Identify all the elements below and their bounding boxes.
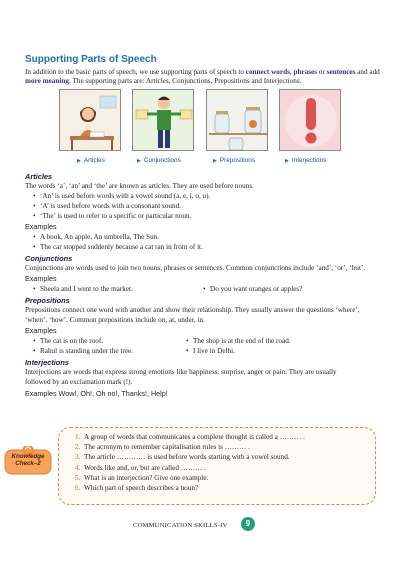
card-caption: ▶ Prepositions (213, 157, 256, 164)
illustration-row (57, 89, 357, 168)
intro-text: , (289, 68, 294, 76)
intro-highlight: sentences (326, 68, 356, 76)
heading-interjections: Interjections (25, 358, 69, 367)
intro-text: or (317, 68, 327, 76)
interjections-text-line1: Interjections are words that express strong emotions like happiness, surprise, anger or pain. They are usually (25, 368, 337, 376)
list-item: • Rahul is standing under the tree. (40, 347, 133, 356)
intro-text: and add (355, 68, 380, 76)
woman-writing-icon (60, 90, 121, 151)
intro-text: . The supporting parts are: Articles, Conjunctions, Prepositions and Interjections. (69, 77, 302, 86)
footer-book-title: COMMUNICATION SKILLS-IV (133, 522, 228, 529)
question-item: 5. What is an interjection? Give one example. (75, 473, 209, 482)
card-conjunctions (132, 89, 194, 151)
question-item: 1. A group of words that communicates a complete thought is called a ……… . (75, 433, 305, 441)
list-item: • A book, An apple, An umbrella, The Sun. (40, 233, 159, 242)
list-item: • Do you want oranges or apples? (210, 285, 302, 294)
list-item: • ‘An’ is used before words with a vowel sound (a, e, i, o, u). (40, 192, 210, 201)
intro-text: In addition to the basic parts of speech, we use supporting parts of speech to (25, 68, 246, 76)
list-item: • The cat is on the roof. (40, 337, 103, 346)
card-prepositions (206, 89, 268, 151)
question-item: 4. Words like and, or, but are called ……… . (75, 463, 206, 472)
list-item: • ‘The’ is used to refer to a specific or particular noun. (40, 212, 191, 221)
knowledge-check-label (8, 453, 48, 468)
conjunctions-text: Conjunctions are words used to join two nouns, phrases or sentences. Common conjunctions include ‘and’, ‘or’, ‘but’. (25, 264, 366, 272)
interjections-text-line2: followed by an exclamation mark (!). (25, 378, 133, 386)
list-item: • The shop is at the end of the road. (193, 337, 291, 346)
examples-label: Examples (25, 274, 57, 283)
question-item: 2. The acronym to remember capitalisation rules is ……… . (75, 443, 250, 452)
arrow-icon: ▶ (137, 158, 141, 164)
examples-label: Examples (25, 222, 57, 231)
arrow-icon: ▶ (77, 158, 81, 164)
prepositions-text-line2: ‘when’, ‘how’. Common prepositions include on, at, under, in. (25, 316, 205, 324)
interjections-examples: Examples Wow!, Oh!, Oh no!, Thanks!, Help! (25, 389, 168, 398)
card-caption: ▶ Interjections (285, 157, 327, 164)
question-item: 3. The article ………… is used before words starting with a vowel sound. (75, 453, 290, 462)
badge-line: Knowledge (11, 453, 45, 460)
heading-articles: Articles (25, 172, 53, 181)
list-item: • I live in Delhi. (193, 347, 235, 356)
prepositions-text-line1: Prepositions connect one word with another and show their relationship. They usually answer the questions ‘where’, (25, 306, 360, 314)
list-item: • Sheela and I went to the market. (40, 285, 133, 294)
heading-prepositions: Prepositions (25, 296, 70, 305)
arrow-icon: ▶ (213, 158, 217, 164)
card-interjections (279, 89, 341, 151)
intro-highlight: phrases (293, 68, 318, 76)
heading-conjunctions: Conjunctions (25, 254, 73, 263)
intro-paragraph (25, 68, 380, 87)
man-connecting-icon (133, 90, 194, 151)
card-caption: ▶ Conjunctions (137, 157, 181, 164)
section-title: Supporting Parts of Speech (25, 54, 157, 65)
badge-line: Check–2 (15, 460, 41, 468)
list-item: • ‘A’ is used before words with a consonant sound. (40, 202, 181, 211)
articles-text: The words ‘a’, ‘an’ and ‘the’ are known as articles. They are used before nouns. (25, 182, 254, 190)
exclamation-icon (280, 90, 341, 151)
intro-highlight: connect words (245, 68, 290, 76)
arrow-icon: ▶ (285, 158, 289, 164)
list-item: • The car stopped suddenly because a cat ran in front of it. (40, 243, 203, 252)
jars-icon (207, 90, 268, 151)
knowledge-check-questions (75, 432, 305, 493)
examples-label: Examples (25, 326, 57, 335)
card-articles (59, 89, 121, 151)
question-item: 6. Which part of speech describes a noun? (75, 484, 199, 493)
intro-highlight: more meaning (25, 77, 69, 86)
page-number: 9 (241, 517, 255, 531)
card-caption: ▶ Articles (77, 157, 105, 164)
